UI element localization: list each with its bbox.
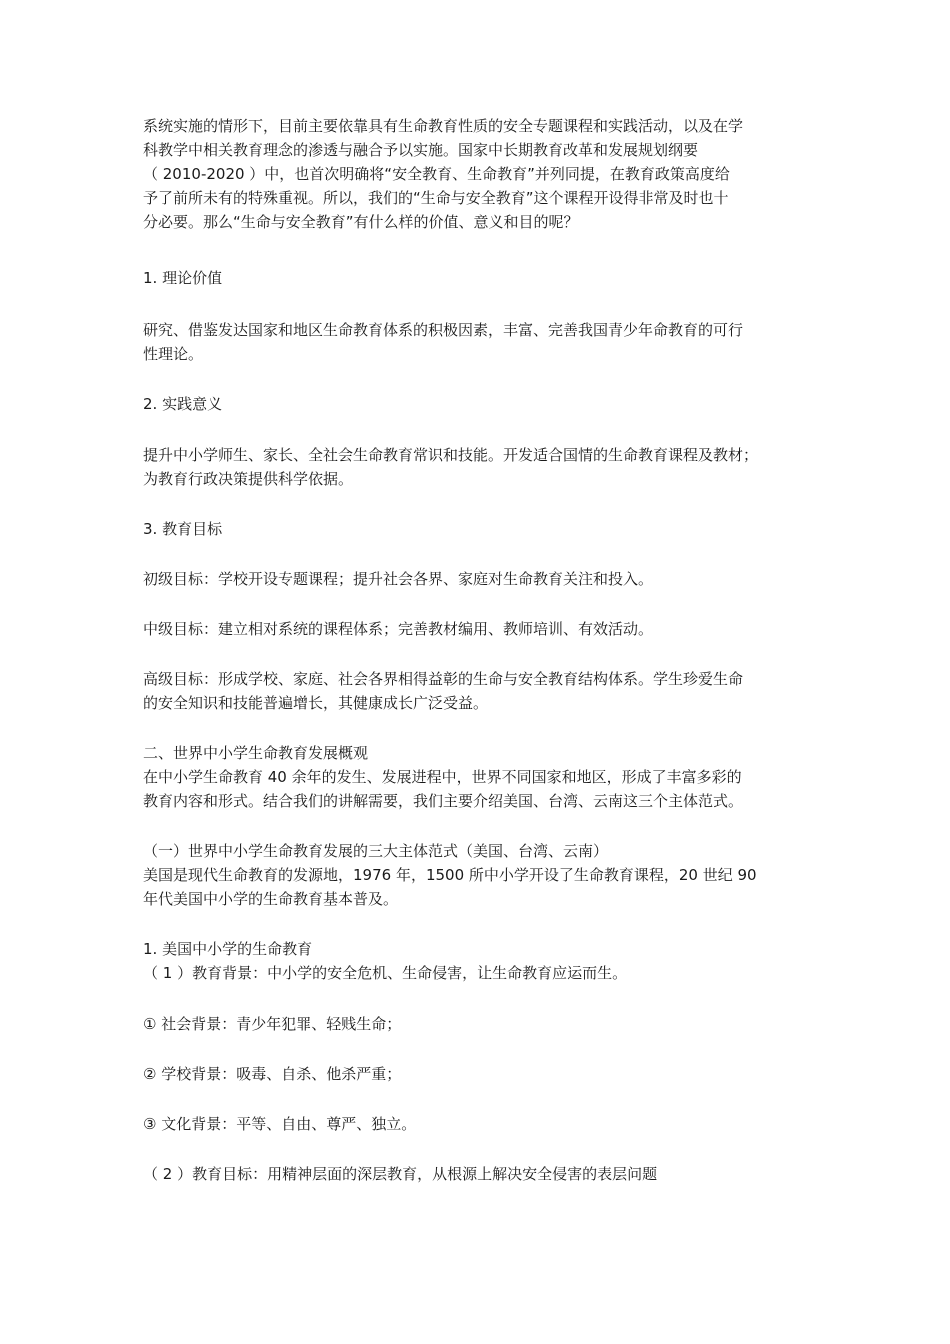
list-item: ① 社会背景：青少年犯罪、轻贱生命；: [143, 1015, 402, 1033]
body-text-line: （ 1 ）教育背景：中小学的安全危机、生命侵害，让生命教育应运而生。: [143, 964, 628, 982]
list-item: ③ 文化背景：平等、自由、尊严、独立。: [143, 1115, 417, 1133]
body-text-line: 年代美国中小学的生命教育基本普及。: [143, 890, 399, 908]
body-text-line: 中级目标：建立相对系统的课程体系；完善教材编用、教师培训、有效活动。: [143, 620, 654, 638]
body-text-line: 研究、借鉴发达国家和地区生命教育体系的积极因素，丰富、完善我国青少年命教育的可行: [143, 321, 744, 339]
section-heading: 二、世界中小学生命教育发展概观: [143, 744, 369, 762]
body-text-line: 在中小学生命教育 40 余年的发生、发展进程中，世界不同国家和地区，形成了丰富多彩的: [143, 768, 742, 786]
section-heading: 1. 理论价值: [143, 269, 223, 287]
section-heading: 1. 美国中小学的生命教育: [143, 940, 313, 958]
body-text-line: 为教育行政决策提供科学依据。: [143, 470, 354, 488]
body-text-line: 的安全知识和技能普遍增长，其健康成长广泛受益。: [143, 694, 489, 712]
body-text-line: 提升中小学师生、家长、全社会生命教育常识和技能。开发适合国情的生命教育课程及教材；: [143, 446, 759, 464]
list-item: ② 学校背景：吸毒、自杀、他杀严重；: [143, 1065, 402, 1083]
body-text-line: 性理论。: [143, 345, 204, 363]
body-text-line: 分必要。那么“生命与安全教育”有什么样的价值、意义和目的呢？: [143, 213, 579, 231]
body-text-line: 科教学中相关教育理念的渗透与融合予以实施。国家中长期教育改革和发展规划纲要: [143, 141, 699, 159]
section-heading: 3. 教育目标: [143, 520, 223, 538]
section-heading: 2. 实践意义: [143, 395, 223, 413]
body-text-line: （ 2 ）教育目标：用精神层面的深层教育，从根源上解决安全侵害的表层问题: [143, 1165, 658, 1183]
section-heading: （一）世界中小学生命教育发展的三大主体范式（美国、台湾、云南）: [143, 842, 609, 860]
body-text-line: （ 2010-2020 ）中，也首次明确将“安全教育、生命教育”并列同提，在教育政策高度给: [143, 165, 730, 183]
body-text-line: 初级目标：学校开设专题课程；提升社会各界、家庭对生命教育关注和投入。: [143, 570, 654, 588]
body-text-line: 教育内容和形式。结合我们的讲解需要，我们主要介绍美国、台湾、云南这三个主体范式。: [143, 792, 744, 810]
body-text-line: 系统实施的情形下，目前主要依靠具有生命教育性质的安全专题课程和实践活动，以及在学: [143, 117, 744, 135]
body-text-line: 予了前所未有的特殊重视。所以，我们的“生命与安全教育”这个课程开设得非常及时也十: [143, 189, 729, 207]
body-text-line: 美国是现代生命教育的发源地，1976 年，1500 所中小学开设了生命教育课程，20 世纪 90: [143, 866, 757, 884]
body-text-line: 高级目标：形成学校、家庭、社会各界相得益彰的生命与安全教育结构体系。学生珍爱生命: [143, 670, 744, 688]
